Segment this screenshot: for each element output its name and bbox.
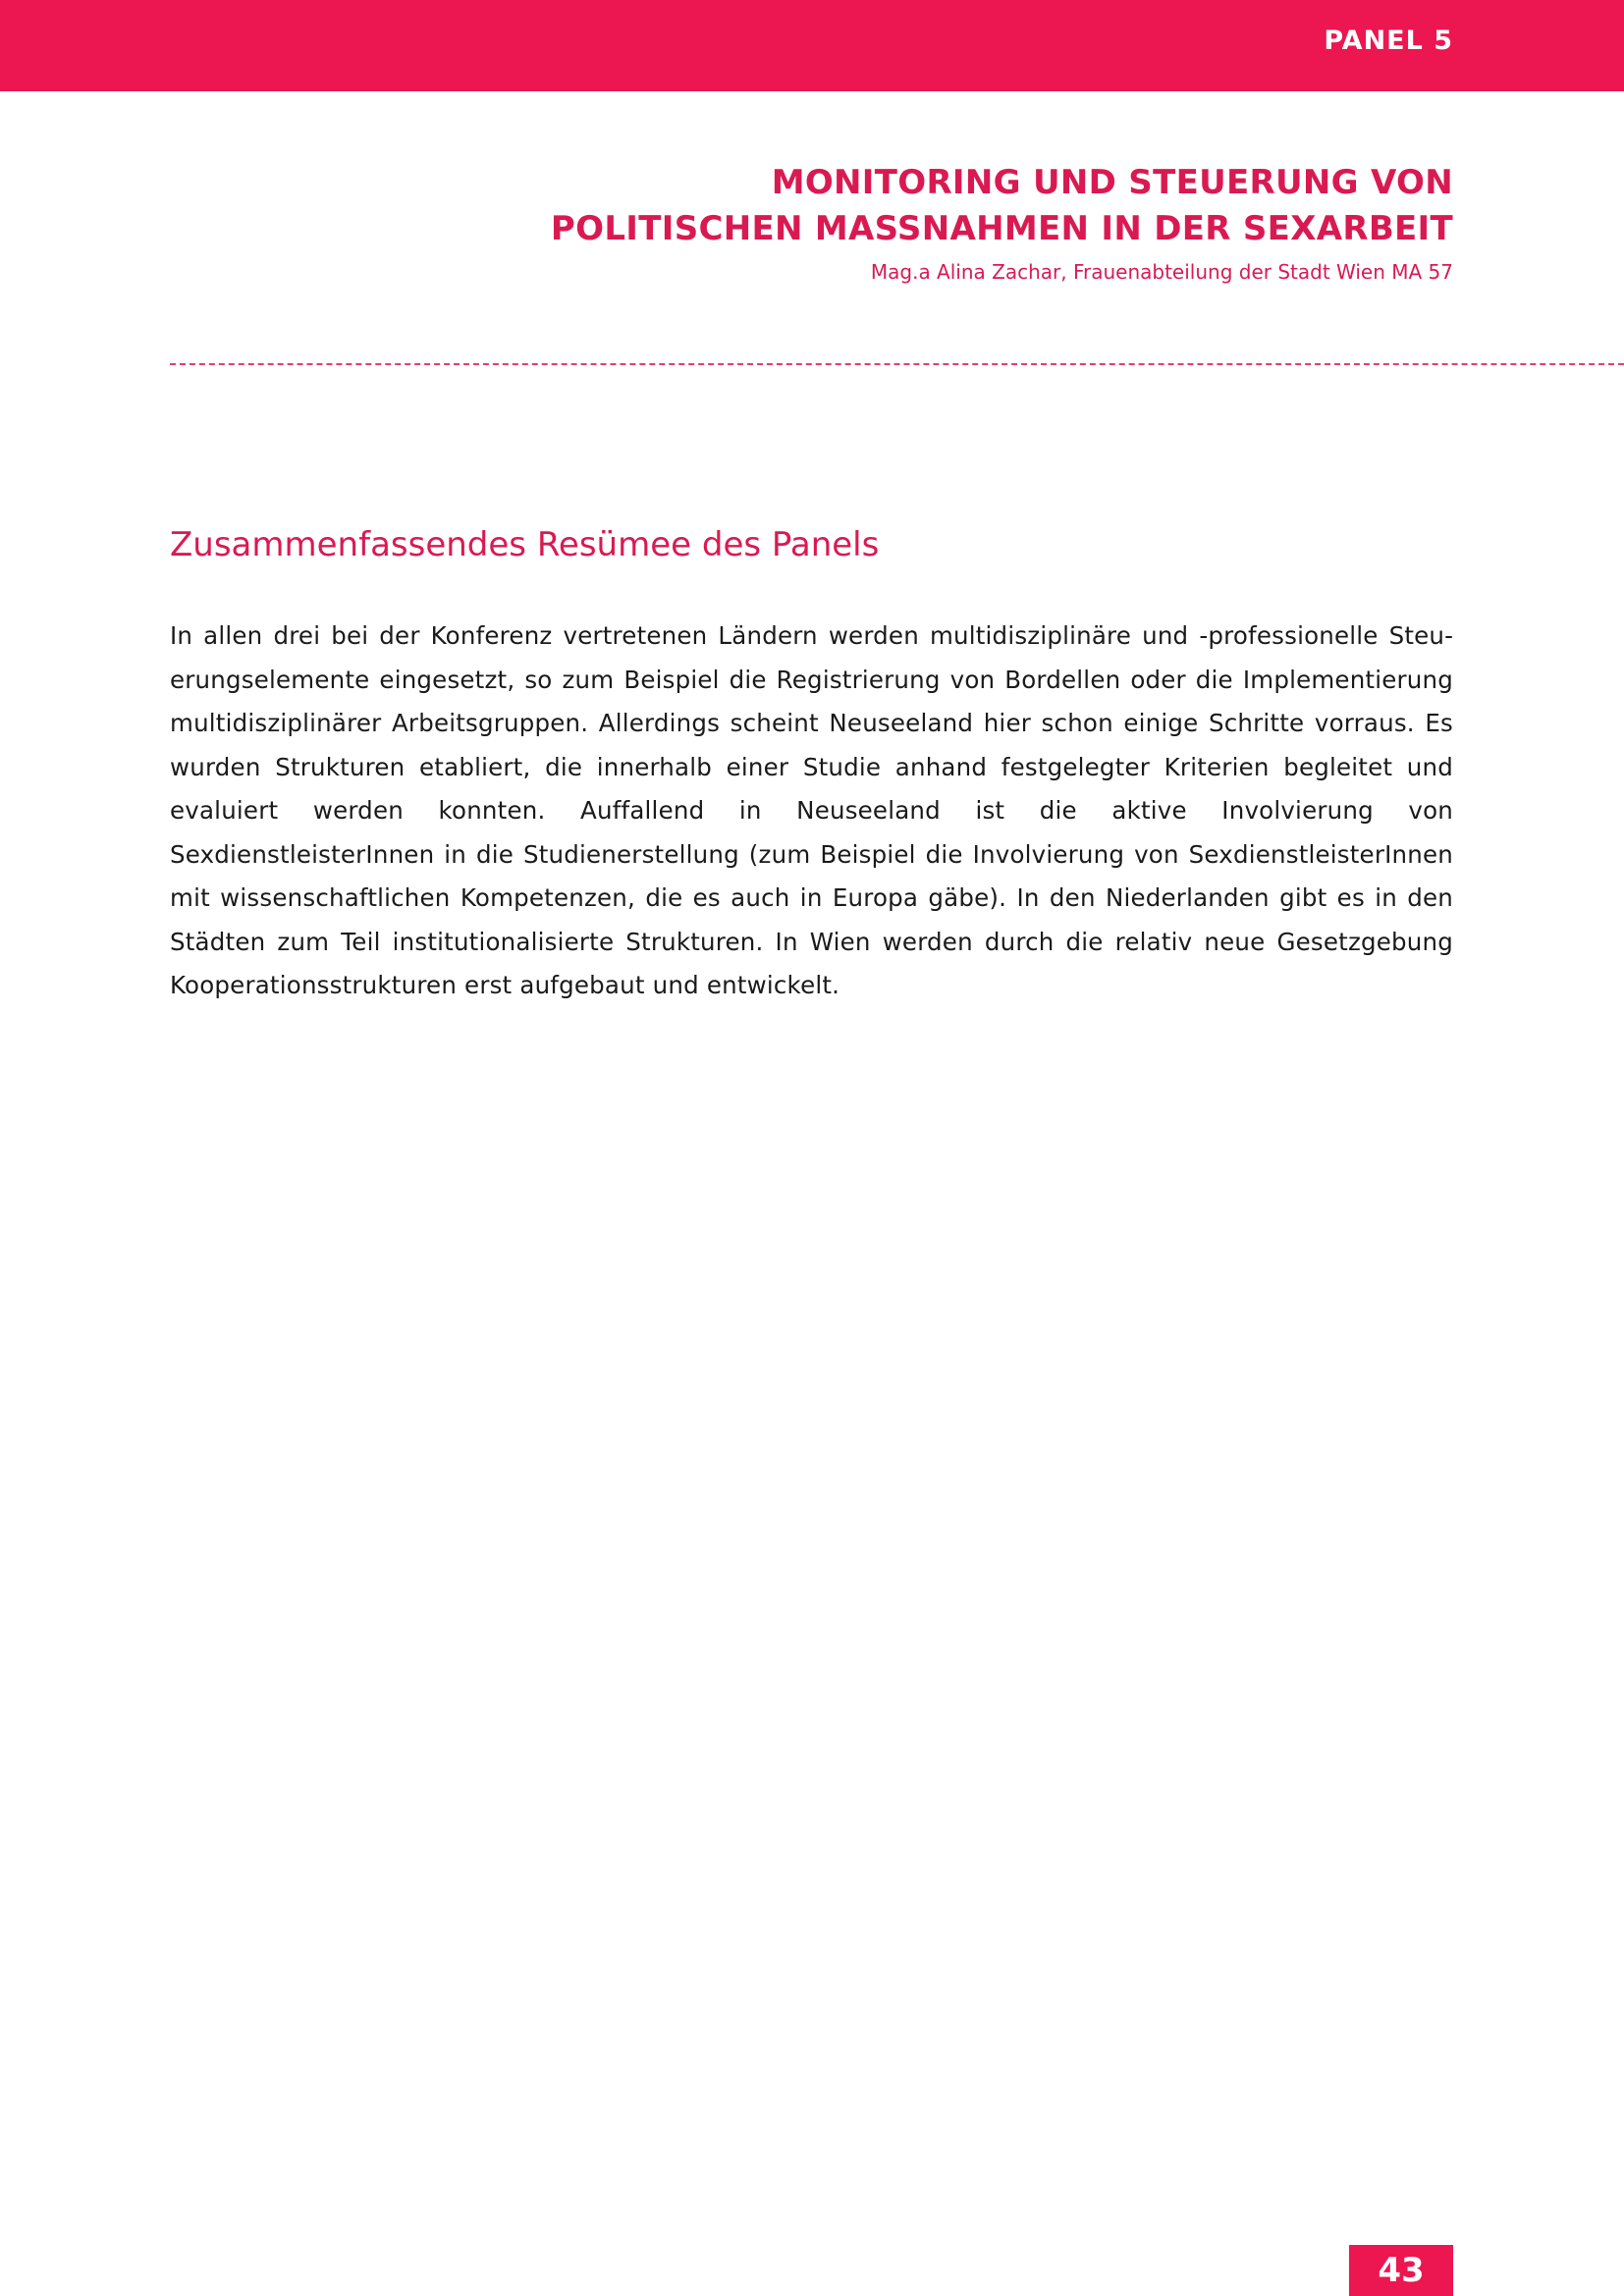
- author-line: Mag.a Alina Zachar, Frauenabteilung der Stadt Wien MA 57: [870, 260, 1453, 284]
- page-title-line-2: POLITISCHEN MASSNAHMEN IN DER SEXARBEIT: [550, 209, 1453, 248]
- dashed-divider: [170, 363, 1624, 365]
- panel-label: PANEL 5: [1324, 26, 1453, 56]
- page-title-line-1: MONITORING UND STEUERUNG VON: [771, 163, 1453, 202]
- header-bar: [0, 0, 1624, 91]
- section-heading: Zusammenfassendes Resümee des Panels: [170, 525, 880, 564]
- summary-paragraph: In allen drei bei der Konferenz vertretenen Ländern werden multidisziplinäre und -professionelle Steuerungselemente eingesetzt, so zum Beispiel die Registrierung von Bordellen oder die Implementierung multidisziplinärer Arbeitsgruppen. Allerdings scheint Neuseeland hier schon einige Schritte vorraus. Es wurden Strukturen etabliert, die innerhalb einer Studie anhand festgelegter Kriterien begleitet und evaluiert werden konnten. Auffallend in Neuseeland ist die aktive Involvierung von SexdienstleisterInnen in die Studienerstellung (zum Beispiel die Involvierung von SexdienstleisterInnen mit wissenschaftlichen Kompetenzen, die es auch in Europa gäbe). In den Niederlanden gibt es in den Städten zum Teil institutionalisierte Strukturen. In Wien werden durch die relativ neue Gesetzgebung Kooperationsstrukturen erst aufgebaut und entwickelt.: [170, 621, 1453, 999]
- page-number: 43: [1349, 2245, 1453, 2296]
- title-block: [373, 160, 1453, 284]
